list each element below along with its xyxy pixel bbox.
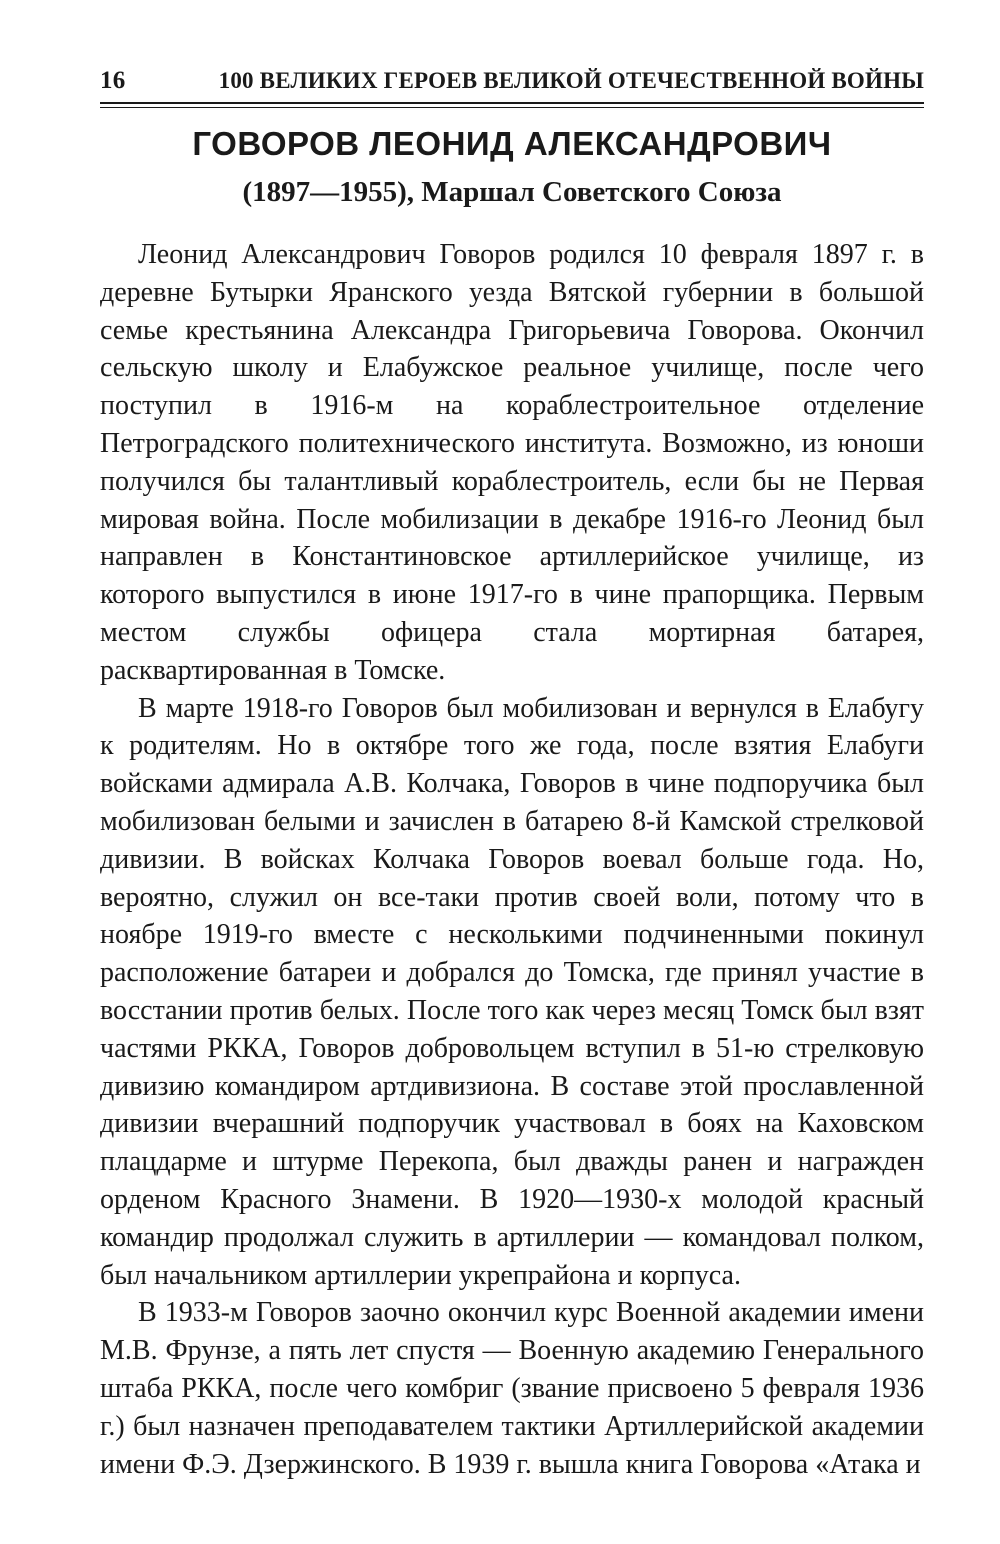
book-title: 100 ВЕЛИКИХ ГЕРОЕВ ВЕЛИКОЙ ОТЕЧЕСТВЕННОЙ ВОЙНЫ [218, 68, 924, 93]
paragraph: В марте 1918-го Говоров был мобилизован и вернулся в Елабугу к родителям. Но в октябре того же года, после взятия Елабуги войсками адмирала А.В. Колчака, Говоров в чине подпоручика был мобилизован белыми и зачислен в батарею 8-й Камской стрелковой дивизии. В войсках Колчака Говоров воевал больше года. Но, вероятно, служил он все-таки против своей воли, потому что в ноябре 1919-го вместе с несколькими подчиненными покинул расположение батареи и добрался до Томска, где принял участие в восстании против белых. После того как через месяц Томск был взят частями РККА, Говоров добровольцем вступил в 51-ю стрелковую дивизию командиром артдивизиона. В составе этой прославленной дивизии вчерашний подпоручик участвовал в боях на Каховском плацдарме и штурме Перекопа, был дважды ранен и награжден орденом Красного Знамени. В 1920—1930-х молодой красный командир продолжал служить в артиллерии — командовал полком, был начальником артиллерии укрепрайона и корпуса. [100, 692, 924, 1291]
chapter-title: ГОВОРОВ ЛЕОНИД АЛЕКСАНДРОВИЧ [192, 125, 832, 162]
header-rule [100, 102, 924, 104]
running-head [100, 62, 924, 100]
chapter-subtitle: (1897—1955), Маршал Советского Союза [242, 176, 782, 208]
body-text [100, 236, 924, 1483]
page-number: 16 [100, 67, 126, 94]
header-rule-thin [100, 107, 924, 108]
book-page [100, 62, 924, 1483]
paragraph: Леонид Александрович Говоров родился 10 февраля 1897 г. в деревне Бутырки Яранского уезда Вятской губернии в большой семье крестьянина Александра Григорьевича Говорова. Окончил сельскую школу и Елабужское реальное училище, после чего поступил в 1916-м на кораблестроительное отделение Петроградского политехнического института. Возможно, из юноши получился бы талантливый кораблестроитель, если бы не Первая мировая война. После мобилизации в декабре 1916-го Леонид был направлен в Константиновское артиллерийское училище, из которого выпустился в июне 1917-го в чине прапорщика. Первым местом службы офицера стала мортирная батарея, расквартированная в Томске. [100, 239, 924, 686]
paragraph: В 1933-м Говоров заочно окончил курс Военной академии имени М.В. Фрунзе, а пять лет спустя — Военную академию Генерального штаба РККА, после чего комбриг (звание присвоено 5 февраля 1936 г.) был назначен преподавателем тактики Артиллерийской академии имени Ф.Э. Дзержинского. В 1939 г. вышла книга Говорова «Атака и [100, 1297, 924, 1480]
